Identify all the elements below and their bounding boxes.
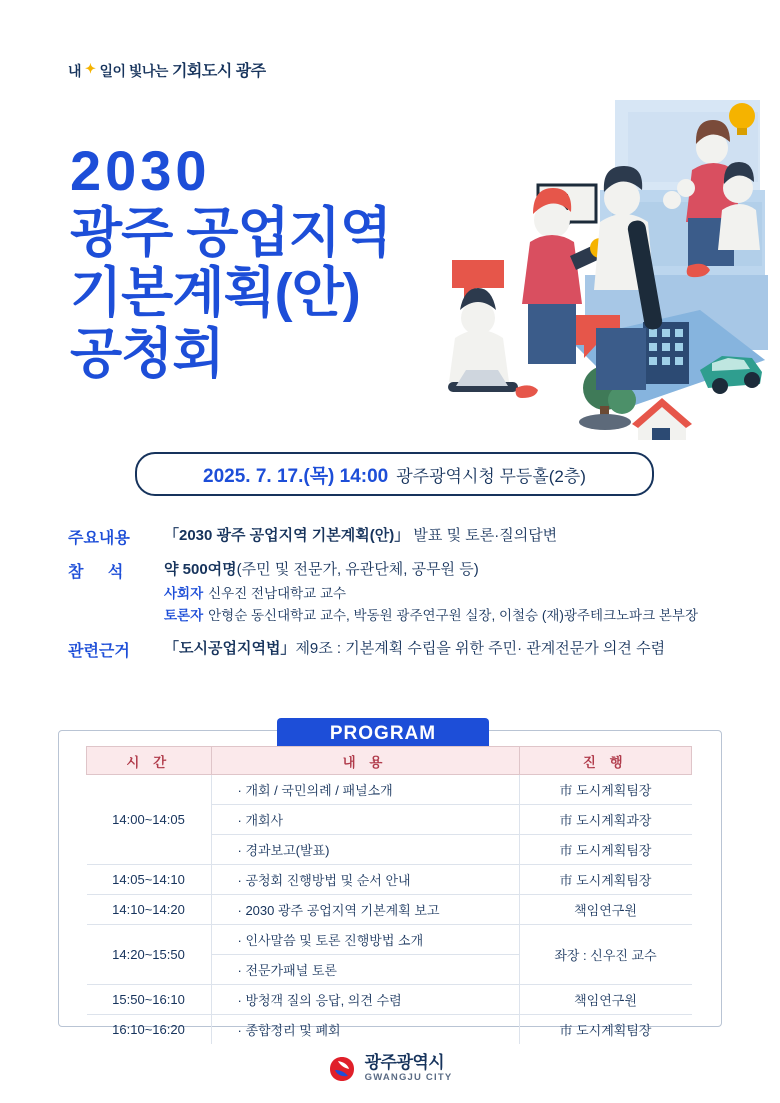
brand-middle: 일이 빛나는 — [99, 63, 168, 79]
info-moderator-line — [164, 584, 718, 605]
cell-time: 14:05~14:10 — [87, 865, 212, 895]
program-table — [86, 746, 692, 1044]
info-row-legal-basis — [68, 638, 718, 661]
info-body-main-content — [164, 525, 718, 548]
cell-time: 16:10~16:20 — [112, 1022, 185, 1037]
info-main-content-bold: 「2030 광주 공업지역 기본계획(안)」 — [164, 527, 410, 544]
title-line-4: 공청회 — [70, 323, 224, 384]
info-panelists-tag: 토론자 — [164, 608, 204, 624]
info-legal-basis-bold: 「도시공업지역법」 — [164, 640, 296, 658]
info-moderator-text: 신우진 전남대학교 교수 — [208, 585, 347, 601]
info-row-main-content — [68, 525, 718, 548]
table-row — [87, 865, 692, 895]
star-icon: ✦ — [85, 61, 96, 76]
info-legal-basis-rest: 제9조 : 기본계획 수립을 위한 주민· 관계전문가 의견 수렴 — [295, 640, 666, 658]
table-row — [87, 895, 692, 925]
footer-text — [365, 1054, 453, 1083]
event-datetime: 2025. 7. 17.(목) 14:00 — [203, 465, 389, 487]
cell-host: 市 도시계획팀장 — [519, 775, 692, 805]
cell-host: 市 도시계획과장 — [519, 805, 692, 835]
cell-content: · 개회 / 국민의례 / 패널소개 — [211, 775, 519, 805]
title-line-1: 2030 — [70, 139, 211, 202]
info-body-legal-basis — [164, 638, 718, 661]
cell-host: 책임연구원 — [519, 985, 692, 1015]
info-main-content-rest: 발표 및 토론·질의답변 — [409, 527, 558, 544]
program-title: PROGRAM — [277, 718, 489, 750]
table-row — [87, 1015, 692, 1045]
cell-content: · 공청회 진행방법 및 순서 안내 — [211, 865, 519, 895]
cell-time: 14:00~14:05 — [87, 775, 212, 865]
cell-content: · 전문가패널 토론 — [211, 955, 519, 985]
cell-content: · 종합정리 및 폐회 — [211, 1015, 519, 1045]
info-moderator-tag: 사회자 — [164, 585, 204, 601]
info-label-main-content: 주요내용 — [68, 530, 130, 547]
table-row — [87, 775, 692, 805]
table-header-row — [87, 747, 692, 775]
title-line-3: 기본계획(안) — [70, 263, 360, 324]
column-header-time: 시 간 — [87, 747, 212, 775]
cell-content: · 개회사 — [211, 805, 519, 835]
footer-city-kr: 광주광역시 — [364, 1053, 445, 1073]
page-title — [70, 140, 500, 384]
event-datetime-bar — [135, 452, 654, 496]
info-body-attendance — [164, 559, 718, 627]
info-attendance-bold: 약 500여명 — [164, 561, 237, 578]
cell-content: · 방청객 질의 응답, 의견 수렴 — [211, 985, 519, 1015]
brand-prefix: 내 — [68, 63, 82, 79]
info-label-legal-basis: 관련근거 — [68, 643, 130, 661]
cell-host: 市 도시계획팀장 — [519, 865, 692, 895]
event-place: 광주광역시청 무등홀(2층) — [396, 466, 586, 486]
cell-host: 市 도시계획팀장 — [519, 835, 692, 865]
footer-city-en: GWANGJU CITY — [364, 1072, 453, 1083]
title-line-2: 광주 공업지역 — [70, 202, 391, 263]
brand-main: 기회도시 광주 — [171, 63, 266, 80]
cell-host: 책임연구원 — [519, 895, 692, 925]
gwangju-emblem-icon — [328, 1055, 356, 1083]
column-header-host: 진 행 — [519, 747, 692, 775]
table-row — [87, 985, 692, 1015]
info-panelists-text: 안형순 동신대학교 교수, 박동원 광주연구원 실장, 이철승 (재)광주테크노파크 본부장 — [208, 608, 699, 624]
event-info — [68, 525, 718, 672]
cell-content: · 인사말씀 및 토론 진행방법 소개 — [211, 925, 519, 955]
table-row — [87, 925, 692, 955]
cell-content: · 경과보고(발표) — [211, 835, 519, 865]
cell-host: 市 도시계획팀장 — [559, 1023, 652, 1038]
cell-time: 15:50~16:10 — [87, 985, 212, 1015]
info-row-attendance — [68, 559, 718, 627]
cell-time: 14:20~15:50 — [87, 925, 212, 985]
footer — [0, 1054, 780, 1083]
city-brand-logo — [68, 58, 266, 81]
program-section — [58, 718, 722, 1038]
column-header-content: 내 용 — [211, 747, 519, 775]
info-panelists-line — [164, 606, 718, 627]
cell-content: · 2030 광주 공업지역 기본계획 보고 — [211, 895, 519, 925]
cell-host: 좌장 : 신우진 교수 — [519, 925, 692, 985]
info-label-attendance: 참 석 — [68, 564, 134, 581]
cell-time: 14:10~14:20 — [87, 895, 212, 925]
info-attendance-rest: (주민 및 전문가, 유관단체, 공무원 등) — [236, 561, 479, 578]
